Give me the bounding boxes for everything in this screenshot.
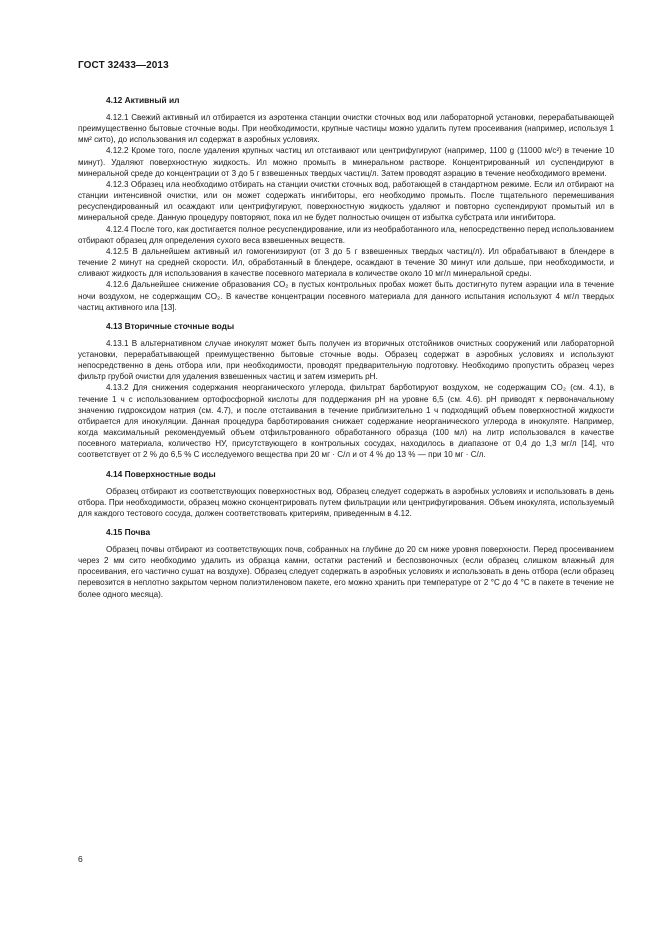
paragraph: 4.12.3 Образец ила необходимо отбирать на станции очистки сточных вод, работающей в стандартном режиме. Если ил отбирают на станции интенсивной очистки, или он может содержать ингибиторы, его необходимо промыть. После тщательного перемешивания ресуспендированный ил осаждают или центрифугируют, поверхностную жидкость удаляют и повторно суспендируют промытый ил в минеральной среде. Данную процедуру повторяют, пока ил не будет полностью очищен от избытка субстрата или ингибитора.: [78, 179, 614, 223]
paragraph: 4.12.1 Свежий активный ил отбирается из аэротенка станции очистки сточных вод или лабораторной установки, перерабатывающей преимущественно бытовые сточные воды. При необходимости, крупные частицы можно удалить путем просеивания (например, используя 1 мм² сито), до использования ил содержат в аэробных условиях.: [78, 113, 614, 145]
section-heading: 4.14 Поверхностные воды: [106, 468, 216, 479]
section-heading: 4.12 Активный ил: [106, 95, 180, 105]
section-surface-water: [78, 468, 614, 519]
section-soil: [78, 526, 614, 600]
paragraph: 4.12.4 После того, как достигается полное ресуспендирование, или из необработанного ила, непосредственно перед использованием отбирают образец для определения сухого веса взвешенных веществ.: [78, 224, 614, 245]
paragraph: Образец отбирают из соответствующих поверхностных вод. Образец следует содержать в аэробных условиях и использовать в день отбора. При необходимости, образец можно сконцентрировать путем фильтрации или центрифугирования. Объем инокулята, используемый для каждого тестового сосуда, должен соответствовать критериям, приведенным в 4.12.: [78, 486, 614, 518]
paragraph: 4.12.2 Кроме того, после удаления крупных частиц ил отстаивают или центрифугируют (например, 1100 g (11000 м/с²) в течение 10 минут). Удаляют поверхностную жидкость. Ил можно промыть в минеральном растворе. Концентрированный ил суспендируют в минеральной среде до концентрации от 3 до 5 г взвешенных твердых частиц/л. Затем проводят аэрацию в течение необходимого времени.: [78, 146, 614, 178]
section-active-sludge: [78, 94, 614, 313]
paragraph: 4.13.1 В альтернативном случае инокулят может быть получен из вторичных отстойников очистных сооружений или лабораторной установки, перерабатывающей преимущественно бытовые сточные воды. Образец содержат в аэробных условиях и используют непосредственно в день отбора или, при необходимости, проводят предварительную подготовку. Необходимо пропустить образец через фильтр грубой очистки для удаления взвешенных частиц и затем измерить pH.: [78, 338, 614, 382]
section-secondary-wastewater: [78, 320, 614, 461]
page-number: 6: [78, 854, 83, 864]
paragraph: 4.13.2 Для снижения содержания неорганического углерода, фильтрат барботируют воздухом, не содержащим CO₂ (см. 4.1), в течение 1 ч с использованием ортофосфорной кислоты для поддержания pH на уровне 6,5 (см. 4.6). pH приводят к первоначальному значению гидроксидом натрия (см. 4.7), и после отстаивания в течение приблизительно 1 ч подходящий объем поверхностной жидкости отбирается для инокуляции. Данная процедура барботирования снижает содержание неорганического углерода в инокуляте. Например, когда максимальный рекомендуемый объем отфильтрованного обработанного образца (100 мл) на литр использовался в качестве посевного материала, количество НУ, присутствующего в контрольных сосудах, находилось в диапазоне от 0,4 до 1,3 мг/л [14], что соответствует от 2 % до 6,5 % С исследуемого вещества при 20 мг · С/л и от 4 % до 13 % — при 10 мг · С/л.: [78, 383, 614, 460]
document-code: ГОСТ 32433—2013: [78, 60, 169, 71]
paragraph: Образец почвы отбирают из соответствующих почв, собранных на глубине до 20 см ниже уровня поверхности. Перед просеиванием через 2 мм сито необходимо удалить из образца камни, остатки растений и беспозвоночных (если образец слишком влажный для просеивания, его частично сушат на воздухе). Образец следует содержать в аэробных условиях и использовать в день отбора (если образец перевозится в неплотно закрытом черном полиэтиленовом пакете, его можно хранить при температуре от 2 °С до 4 °С в пакете в течение не более одного месяца).: [78, 545, 614, 599]
document-body: [78, 94, 614, 607]
section-heading: 4.13 Вторичные сточные воды: [106, 320, 235, 331]
section-heading: 4.15 Почва: [106, 527, 151, 537]
paragraph: 4.12.6 Дальнейшее снижение образования CO₂ в пустых контрольных пробах может быть достигнуто путем аэрации ила в течение ночи воздухом, не содержащим CO₂. В качестве концентрации посевного материала для данного испытания используют 4 мг/л твердых частиц активного ила [13].: [78, 280, 614, 312]
paragraph: 4.12.5 В дальнейшем активный ил гомогенизируют (от 3 до 5 г взвешенных твердых частиц/л). Ил обрабатывают в блендере в течение 2 минут на средней скорости. Ил, обработанный в блендере, осаждают в течение 30 минут или дольше, при необходимости, и сливают жидкость для использования в качестве посевного материала в количестве около 10 мг/л минеральной среды.: [78, 246, 614, 279]
